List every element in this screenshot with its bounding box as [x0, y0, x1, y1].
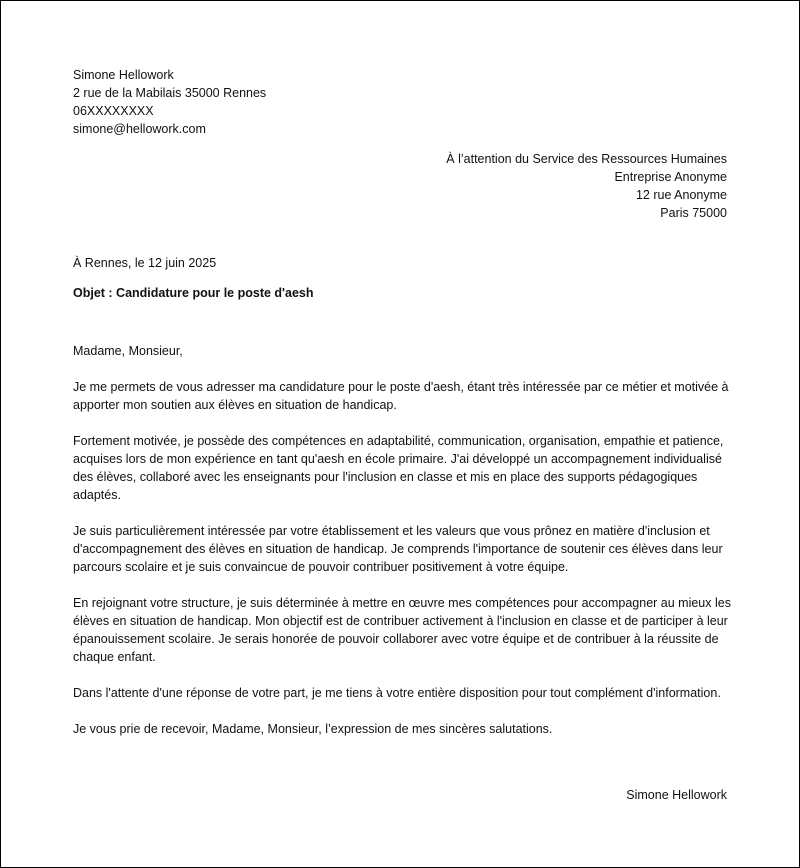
- greeting: Madame, Monsieur,: [73, 344, 183, 358]
- recipient-city: Paris 75000: [660, 206, 727, 220]
- sender-phone: 06XXXXXXXX: [73, 104, 154, 118]
- recipient-company: Entreprise Anonyme: [614, 170, 727, 184]
- recipient-street: 12 rue Anonyme: [635, 188, 727, 202]
- letter-subject: Objet : Candidature pour le poste d'aesh: [73, 286, 314, 300]
- paragraph-objective: En rejoignant votre structure, je suis déterminée à mettre en œuvre mes compétences pour accompagner au mieux les élèves en situation de handicap. Mon objectif est de contribuer activement à l'inclusion en classe et de participer à leur épanouissement scolaire. Je serais honorée de pouvoir collaborer avec votre équipe et de contribuer à la réussite de chaque enfant.: [73, 596, 731, 664]
- paragraph-motivation: Je suis particulièrement intéressée par votre établissement et les valeurs que vous prônez en matière d'inclusion et d'accompagnement des élèves en situation de handicap. Je comprends l'importance de soutenir ces élèves dans leur parcours scolaire et je suis convaincue de pouvoir contribuer positivement à votre équipe.: [73, 524, 723, 574]
- letter-date: À Rennes, le 12 juin 2025: [73, 256, 217, 270]
- paragraph-introduction: Je me permets de vous adresser ma candidature pour le poste d'aesh, étant très intéressée par ce métier et motivée à apporter mon soutien aux élèves en situation de handicap.: [73, 380, 729, 412]
- recipient-attention: À l’attention du Service des Ressources Humaines: [446, 152, 727, 166]
- paragraph-skills: Fortement motivée, je possède des compétences en adaptabilité, communication, organisation, empathie et patience, acquises lors de mon expérience en tant qu'aesh en école primaire. J'ai développé un accompagnement individualisé des élèves, collaboré avec les enseignants pour l'inclusion en classe et mis en place des supports pédagogiques adaptés.: [73, 434, 724, 502]
- sender-address: 2 rue de la Mabilais 35000 Rennes: [73, 86, 267, 100]
- letter-body: [73, 342, 733, 756]
- sender-name: Simone Hellowork: [73, 68, 174, 82]
- recipient-block: [446, 150, 727, 222]
- paragraph-closing: Je vous prie de recevoir, Madame, Monsieur, l’expression de mes sincères salutations.: [73, 722, 553, 736]
- paragraph-availability: Dans l'attente d'une réponse de votre part, je me tiens à votre entière disposition pour tout complément d'information.: [73, 686, 721, 700]
- signature: Simone Hellowork: [626, 788, 727, 802]
- sender-email: simone@hellowork.com: [73, 122, 206, 136]
- sender-block: [73, 66, 266, 138]
